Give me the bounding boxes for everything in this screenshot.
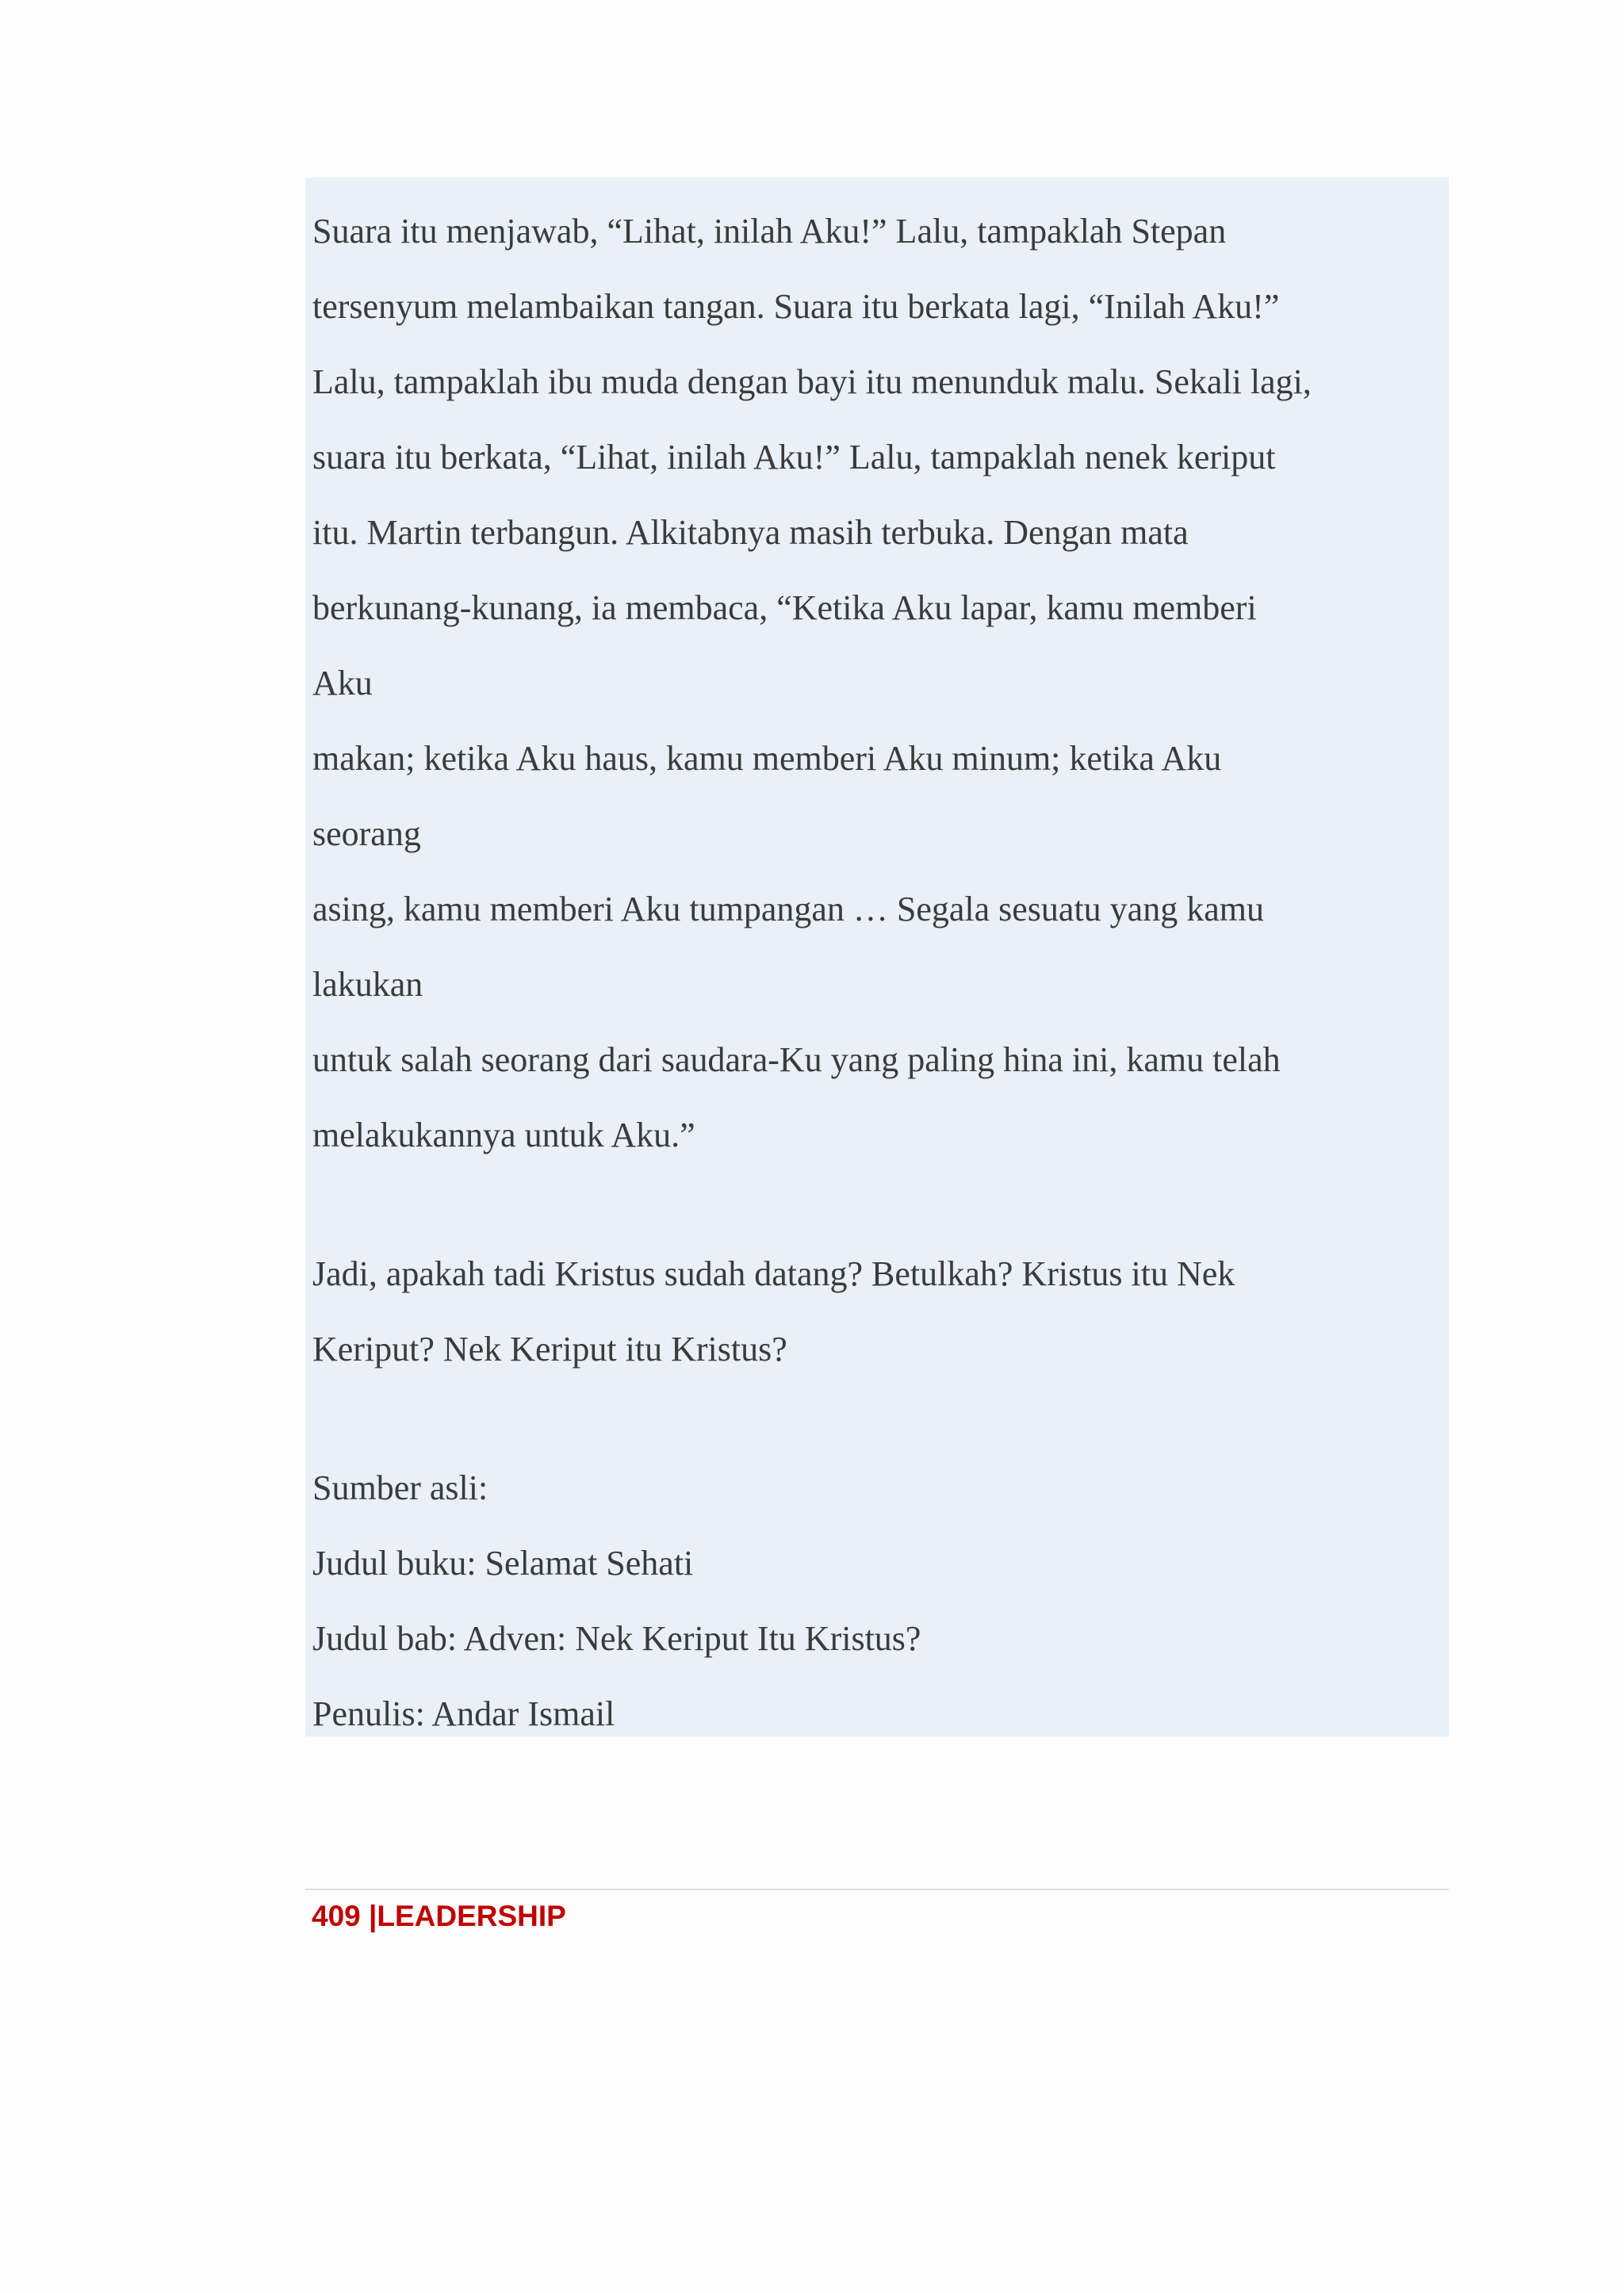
page-number: 409 bbox=[312, 1900, 361, 1932]
source-heading: Sumber asli: bbox=[312, 1468, 488, 1507]
footer-divider bbox=[305, 1889, 1449, 1890]
body-line: Lalu, tampaklah ibu muda dengan bayi itu menunduk malu. Sekali lagi, bbox=[312, 362, 1312, 401]
body-line: Aku bbox=[312, 664, 373, 702]
body-line: makan; ketika Aku haus, kamu memberi Aku minum; ketika Aku bbox=[312, 739, 1222, 778]
page-footer bbox=[312, 1901, 566, 1931]
body-line: melakukannya untuk Aku.” bbox=[312, 1116, 695, 1154]
body-line: Jadi, apakah tadi Kristus sudah datang? Betulkah? Kristus itu Nek bbox=[312, 1254, 1235, 1293]
body-line: suara itu berkata, “Lihat, inilah Aku!” Lalu, tampaklah nenek keriput bbox=[312, 438, 1276, 477]
source-book-title: Judul buku: Selamat Sehati bbox=[312, 1544, 694, 1583]
body-line: tersenyum melambaikan tangan. Suara itu berkata lagi, “Inilah Aku!” bbox=[312, 287, 1280, 326]
body-line: untuk salah seorang dari saudara-Ku yang paling hina ini, kamu telah bbox=[312, 1040, 1281, 1079]
body-line: berkunang-kunang, ia membaca, “Ketika Aku lapar, kamu memberi bbox=[312, 588, 1257, 627]
body-line: seorang bbox=[312, 814, 421, 853]
body-line: Keriput? Nek Keriput itu Kristus? bbox=[312, 1330, 787, 1369]
source-chapter-title: Judul bab: Adven: Nek Keriput Itu Kristus? bbox=[312, 1619, 921, 1658]
footer-section-title: LEADERSHIP bbox=[377, 1900, 566, 1932]
body-line: itu. Martin terbangun. Alkitabnya masih terbuka. Dengan mata bbox=[312, 513, 1189, 552]
body-line: asing, kamu memberi Aku tumpangan … Segala sesuatu yang kamu bbox=[312, 890, 1264, 928]
body-line: Suara itu menjawab, “Lihat, inilah Aku!” Lalu, tampaklah Stepan bbox=[312, 212, 1227, 251]
source-author: Penulis: Andar Ismail bbox=[312, 1694, 615, 1733]
footer-separator: | bbox=[360, 1900, 377, 1932]
body-line: lakukan bbox=[312, 965, 423, 1004]
